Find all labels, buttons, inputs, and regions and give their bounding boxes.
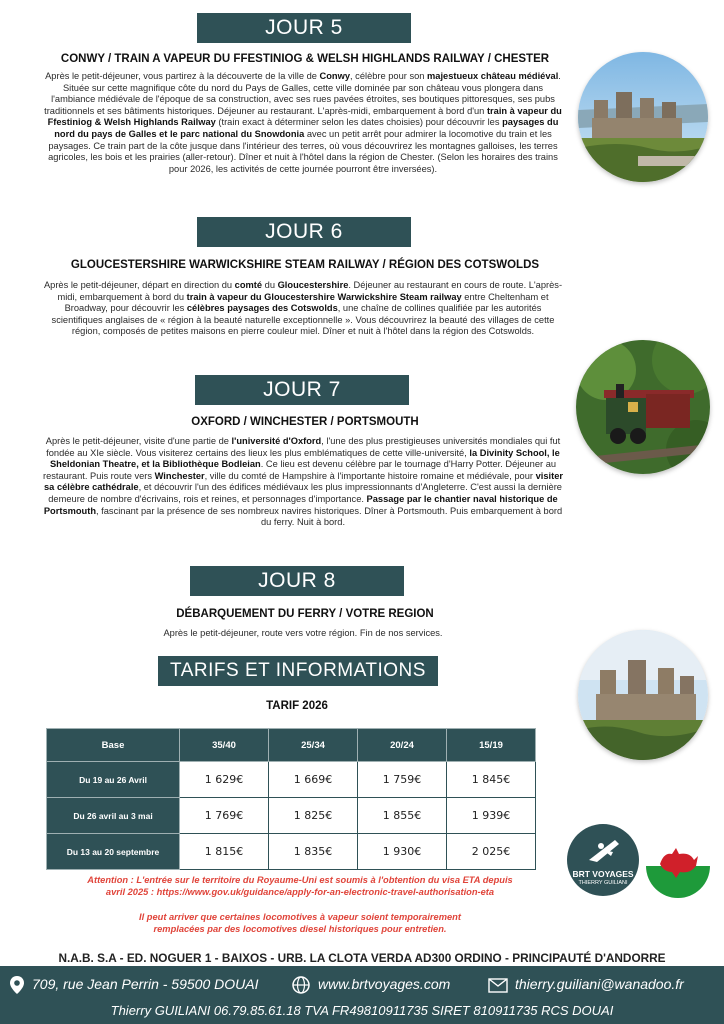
footer-legal: Thierry GUILIANI 06.79.85.61.18 TVA FR49810911735 SIRET 810911735 RCS DOUAI [110, 1003, 614, 1018]
price-cell: 1 835€ [269, 834, 358, 870]
table-row [47, 798, 536, 834]
globe-icon [292, 976, 310, 999]
tarifs-banner: TARIFS ET INFORMATIONS [158, 656, 438, 686]
footer-address: 709, rue Jean Perrin - 59500 DOUAI [32, 976, 259, 992]
table-row [47, 762, 536, 798]
day8-banner: JOUR 8 [190, 566, 404, 596]
castle-photo [578, 52, 708, 182]
table-header: 20/24 [358, 729, 447, 762]
price-cell: 1 629€ [180, 762, 269, 798]
price-cell: 1 769€ [180, 798, 269, 834]
table-header-row [47, 729, 536, 762]
table-header: 15/19 [447, 729, 536, 762]
price-cell: 1 759€ [358, 762, 447, 798]
company-line: N.A.B. S.A - ED. NOGUER 1 - BAIXOS - URB. LA CLOTA VERDA AD300 ORDINO - PRINCIPAUTÉ D'ANDORRE [58, 951, 666, 965]
logo-name: BRT VOYAGES [572, 869, 634, 879]
footer-website[interactable]: www.brtvoyages.com [318, 976, 451, 992]
table-row [47, 834, 536, 870]
day7-subtitle: OXFORD / WINCHESTER / PORTSMOUTH [191, 416, 419, 428]
price-cell: 1 845€ [447, 762, 536, 798]
day8-subtitle: DÉBARQUEMENT DU FERRY / VOTRE REGION [176, 608, 434, 620]
day8-text: Après le petit-déjeuner, route vers votre région. Fin de nos services. [163, 628, 443, 638]
brt-logo [567, 824, 639, 896]
mail-icon [488, 978, 508, 998]
locomotive-warning: Il peut arriver que certaines locomotives à vapeur soient temporairement remplacées par des locomotives diesel historiques pour entretien. [139, 912, 461, 934]
row-label: Du 19 au 26 Avril [47, 762, 180, 798]
day6-text: Après le petit-déjeuner, départ en direction du comté du Gloucestershire. Déjeuner au restaurant en cours de route. L'après-midi, embarquement à bord du train à vapeur du Gloucestershire Warwickshire Steam railway entre Cheltenham et Broadway, pour découvrir les célèbres paysages des Cotswolds, une chaîne de collines qualifiée par les autorités scientifiques anglaises de « région à la beauté naturelle exceptionnelle ». Vous découvrirez la beauté des villages de cette région, composés de petites maisons en pierre couleur miel. Dîner et nuit à l'hôtel dans la région des Cotswolds. [43, 280, 563, 337]
tarif-year: TARIF 2026 [266, 700, 328, 712]
row-label: Du 13 au 20 septembre [47, 834, 180, 870]
table-header: 35/40 [180, 729, 269, 762]
tarif-table [46, 728, 536, 870]
day6-subtitle: GLOUCESTERSHIRE WARWICKSHIRE STEAM RAILWAY / RÉGION DES COTSWOLDS [70, 259, 540, 271]
day5-banner: JOUR 5 [197, 13, 411, 43]
steam-train-photo [576, 340, 710, 474]
price-cell: 1 939€ [447, 798, 536, 834]
day5-subtitle: CONWY / TRAIN A VAPEUR DU FFESTINIOG & WELSH HIGHLANDS RAILWAY / CHESTER [60, 53, 550, 65]
location-icon [10, 976, 24, 999]
day6-banner: JOUR 6 [197, 217, 411, 247]
table-header: 25/34 [269, 729, 358, 762]
table-header: Base [47, 729, 180, 762]
logo-sub: THIERRY GUILIANI [578, 880, 628, 886]
price-cell: 1 855€ [358, 798, 447, 834]
price-cell: 1 825€ [269, 798, 358, 834]
day7-banner: JOUR 7 [195, 375, 409, 405]
price-cell: 2 025€ [447, 834, 536, 870]
castle-photo-2 [578, 630, 708, 760]
day5-text: Après le petit-déjeuner, vous partirez à la découverte de la ville de Conwy, célèbre pour son majestueux château médiéval. Située sur cette magnifique côte du nord du Pays de Galles, cette ville dominée par son château vous plongera dans l'ambiance médiévale de l'époque de sa construction, avec ses rues pavées étroites, ses boutiques pittoresques, ses pubs traditionnels et ses bâtiments historiques. Déjeuner au restaurant. L'après-midi, embarquement à bord d'un train à vapeur du Ffestiniog & Welsh Highlands Railway (train exact à déterminer selon les dates choisies) pour découvrir les paysages du nord du pays de Galles et le parc national du Snowdonia avec un petit arrêt pour admirer la locomotive du train et les paysages. Ce train part de la côte jusque dans l'intérieur des terres, où vous découvrirez les montagnes galloises, les terres agricoles, les bois et les prairies (aller-retour). Dîner et nuit à l'hôtel dans la région de Chester. (Selon les horaires des trains pour 2026, les activités de cette journée pourront être inversées). [44, 71, 562, 174]
visa-warning: Attention : L'entrée sur le territoire du Royaume-Uni est soumis à l'obtention du visa ETA depuis avril 2025 : https://www.gov.uk/guidance/apply-for-an-electronic-travel-authorisation-eta [87, 875, 513, 897]
price-cell: 1 669€ [269, 762, 358, 798]
price-cell: 1 930€ [358, 834, 447, 870]
day7-text: Après le petit-déjeuner, visite d'une partie de l'université d'Oxford, l'une des plus prestigieuses universités mondiales qui fut fondée au XIe siècle. Vous visiterez certains des lieux les plus emblématiques de cette ville-université, la Divinity School, le Sheldonian Theatre, et la Bibliothèque Bodleian. Ce lieu est devenu célèbre par le tournage d'Harry Potter. Déjeuner au restaurant. Puis route vers Winchester, ville du comté de Hampshire à l'importante histoire romaine et médiévale, pour visiter sa célèbre cathédrale, et découvrir l'un des édifices médiévaux les plus impressionnants d'Angleterre. C'est aussi la dernière demeure de nombre d'écrivains, rois et reines, et personnages d'importance. Passage par le chantier naval historique de Portsmouth, fascinant par la présence de ses nombreux navires historiques. Dîner à Portsmouth. Puis embarquement à bord du ferry. Nuit à bord. [42, 436, 563, 528]
welsh-flag [646, 834, 710, 898]
footer [0, 966, 724, 1024]
footer-email[interactable]: thierry.guiliani@wanadoo.fr [515, 976, 684, 992]
row-label: Du 26 avril au 3 mai [47, 798, 180, 834]
price-cell: 1 815€ [180, 834, 269, 870]
